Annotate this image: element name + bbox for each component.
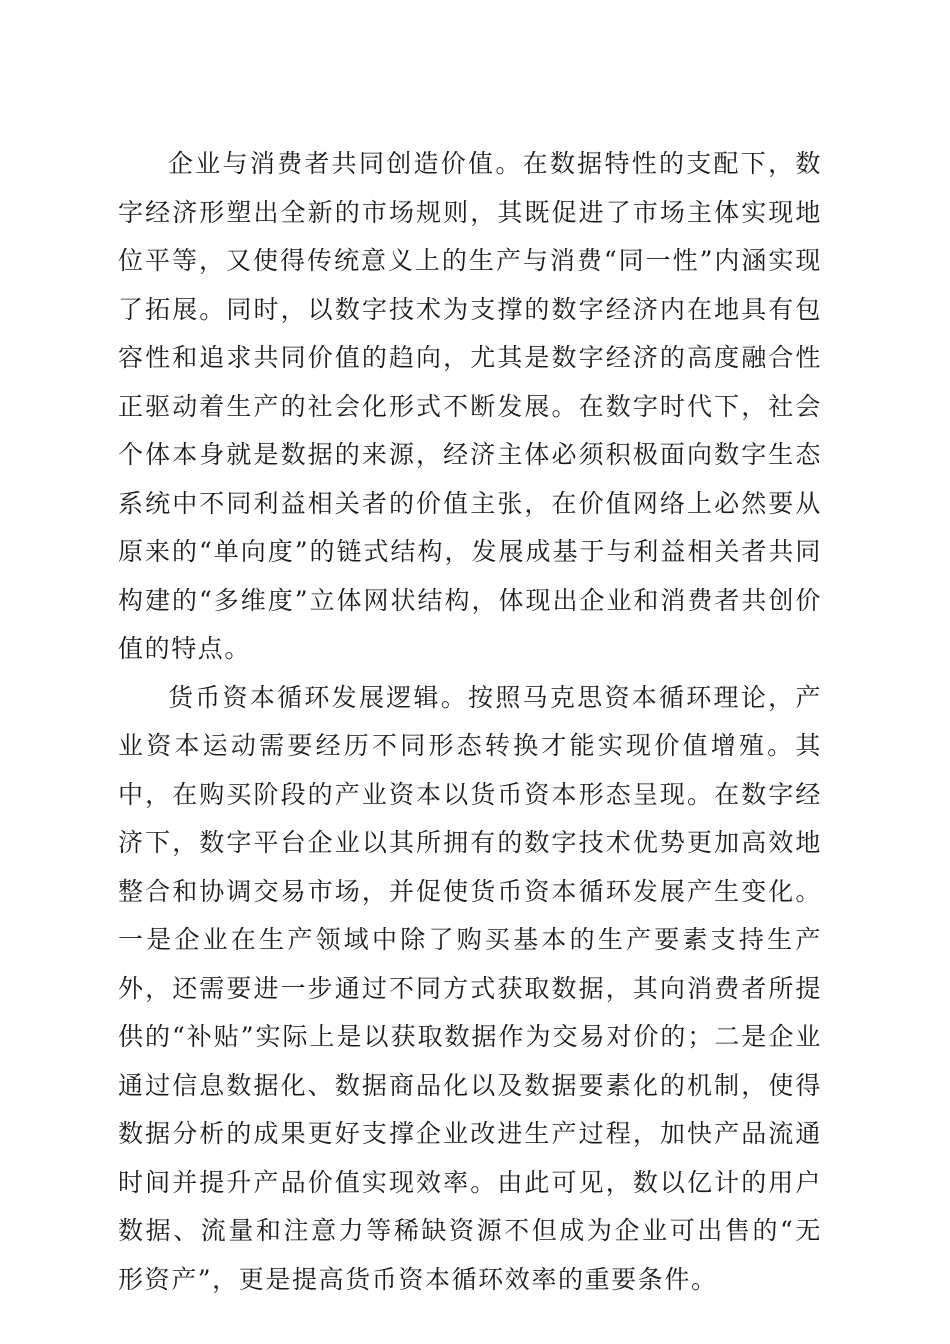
paragraph-value-co-creation: 企业与消费者共同创造价值。在数据特性的支配下，数字经济形塑出全新的市场规则，其既促进了市场主体实现地位平等，又使得传统意义上的生产与消费“同一性”内涵实现了拓展。同时，以数字技术为支撑的数字经济内在地具有包容性和追求共同价值的趋向，尤其是数字经济的高度融合性正驱动着生产的社会化形式不断发展。在数字时代下，社会个体本身就是数据的来源，经济主体必须积极面向数字生态系统中不同利益相关者的价值主张，在价值网络上必然要从原来的“单向度”的链式结构，发展成基于与利益相关者共同构建的“多维度”立体网状结构，体现出企业和消费者共创价值的特点。 [118,149,822,663]
paragraph-money-capital-circulation: 货币资本循环发展逻辑。按照马克思资本循环理论，产业资本运动需要经历不同形态转换才能实现价值增殖。其中，在购买阶段的产业资本以货币资本形态呈现。在数字经济下，数字平台企业以其所拥有的数字技术优势更加高效地整合和协调交易市场，并促使货币资本循环发展产生变化。一是企业在生产领域中除了购买基本的生产要素支持生产外，还需要进一步通过不同方式获取数据，其向消费者所提供的“补贴”实际上是以获取数据作为交易对价的；二是企业通过信息数据化、数据商品化以及数据要素化的机制，使得数据分析的成果更好支撑企业改进生产过程，加快产品流通时间并提升产品价值实现效率。由此可见，数以亿计的用户数据、流量和注意力等稀缺资源不但成为企业可出售的“无形资产”，更是提高货币资本循环效率的重要条件。 [118,682,822,1294]
document-body [118,140,822,1304]
